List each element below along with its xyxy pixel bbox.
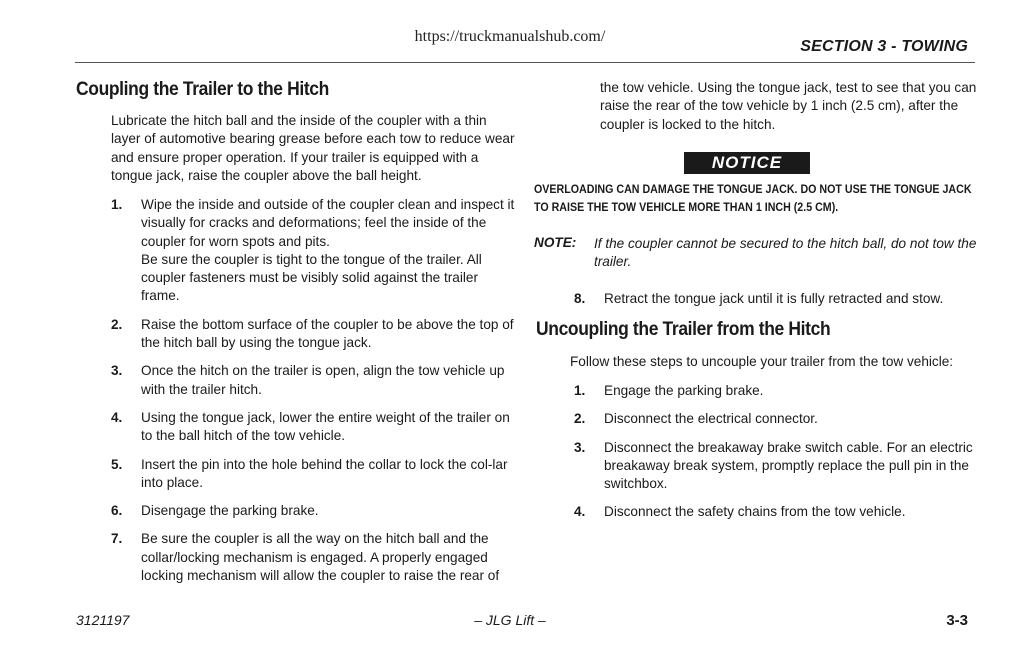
uncoupling-heading: Uncoupling the Trailer from the Hitch bbox=[536, 319, 831, 340]
step-number: 4. bbox=[111, 409, 123, 425]
source-url: https://truckmanualshub.com/ bbox=[414, 28, 606, 45]
list-item bbox=[111, 196, 519, 306]
step-number: 2. bbox=[574, 411, 586, 427]
step-number: 8. bbox=[574, 291, 586, 306]
list-item bbox=[574, 439, 979, 494]
list-item bbox=[574, 503, 979, 521]
uncoupling-steps bbox=[574, 382, 979, 532]
footer-brand: – JLG Lift – bbox=[474, 612, 546, 628]
list-item bbox=[111, 502, 519, 520]
step-number: 3. bbox=[111, 363, 123, 379]
note-label: NOTE: bbox=[534, 235, 577, 250]
document-number: 3121197 bbox=[76, 612, 130, 628]
step-text: Be sure the coupler is all the way on the hitch ball and the collar/locking mechanism is engaged. A properly engaged locking mechanism will allow the coupler to raise the rear of bbox=[141, 531, 500, 584]
step-number: 1. bbox=[574, 383, 586, 398]
step-extra-text: Be sure the coupler is tight to the tongue of the trailer. All coupler fasteners must be visibly solid against the trailer frame. bbox=[141, 251, 482, 304]
list-item bbox=[574, 410, 979, 428]
step-number: 1. bbox=[111, 197, 123, 212]
step-text: Using the tongue jack, lower the entire weight of the trailer on to the ball hitch of the tow vehicle. bbox=[141, 409, 510, 444]
step-number: 7. bbox=[111, 531, 123, 547]
header-rule bbox=[75, 62, 975, 63]
step-text: Disengage the parking brake. bbox=[141, 503, 319, 519]
list-item bbox=[111, 409, 519, 446]
list-item bbox=[574, 382, 979, 400]
step-text: Disconnect the breakaway brake switch cable. For an electric breakaway break system, promptly replace the pull pin in the switchbox. bbox=[604, 439, 973, 492]
list-item bbox=[111, 316, 519, 353]
step-number: 6. bbox=[111, 503, 123, 519]
step-text: Disconnect the safety chains from the tow vehicle. bbox=[604, 504, 906, 520]
coupling-steps bbox=[111, 196, 519, 595]
list-item bbox=[574, 290, 979, 308]
coupling-intro: Lubricate the hitch ball and the inside of the coupler with a thin layer of automotive bearing grease before each tow to reduce wear and ensure proper operation. If your trailer is equipped with a tongue jack, raise the coupler above the ball height. bbox=[111, 113, 515, 183]
uncoupling-intro: Follow these steps to uncouple your trailer from the tow vehicle: bbox=[570, 354, 954, 369]
step-text: Raise the bottom surface of the coupler to be above the top of the hitch ball by using the tongue jack. bbox=[141, 316, 514, 351]
step-number: 4. bbox=[574, 504, 586, 520]
step-number: 3. bbox=[574, 439, 586, 455]
step-text: Retract the tongue jack until it is fully retracted and stow. bbox=[604, 291, 944, 306]
step-number: 2. bbox=[111, 316, 123, 332]
step-number: 5. bbox=[111, 456, 123, 472]
coupling-steps-continued bbox=[574, 290, 979, 318]
list-item bbox=[111, 530, 519, 585]
step-7-continuation: the tow vehicle. Using the tongue jack, test to see that you can raise the rear of the tow vehicle by 1 inch (2.5 cm), after the coupler is locked to the hitch. bbox=[600, 80, 977, 132]
note-text: If the coupler cannot be secured to the hitch ball, do not tow the trailer. bbox=[594, 236, 977, 270]
step-text: Insert the pin into the hole behind the collar to lock the col-lar into place. bbox=[141, 456, 508, 490]
notice-text: OVERLOADING CAN DAMAGE THE TONGUE JACK. DO NOT USE THE TONGUE JACK TO RAISE THE TOW VEHICLE MORE THAN 1 INCH (2.5 CM). bbox=[534, 183, 972, 214]
coupling-heading: Coupling the Trailer to the Hitch bbox=[76, 79, 329, 100]
step-text: Once the hitch on the trailer is open, align the tow vehicle up with the trailer hitch. bbox=[141, 363, 505, 397]
step-text: Wipe the inside and outside of the coupler clean and inspect it visually for cracks and deformations; feel the inside of the coupler for worn spots and pits. bbox=[141, 197, 515, 249]
page-number: 3-3 bbox=[946, 612, 968, 629]
section-header: SECTION 3 - TOWING bbox=[800, 38, 968, 55]
step-text: Disconnect the electrical connector. bbox=[604, 411, 818, 427]
list-item bbox=[111, 456, 519, 493]
step-text: Engage the parking brake. bbox=[604, 383, 764, 398]
list-item bbox=[111, 362, 519, 399]
notice-badge: NOTICE bbox=[684, 152, 810, 174]
